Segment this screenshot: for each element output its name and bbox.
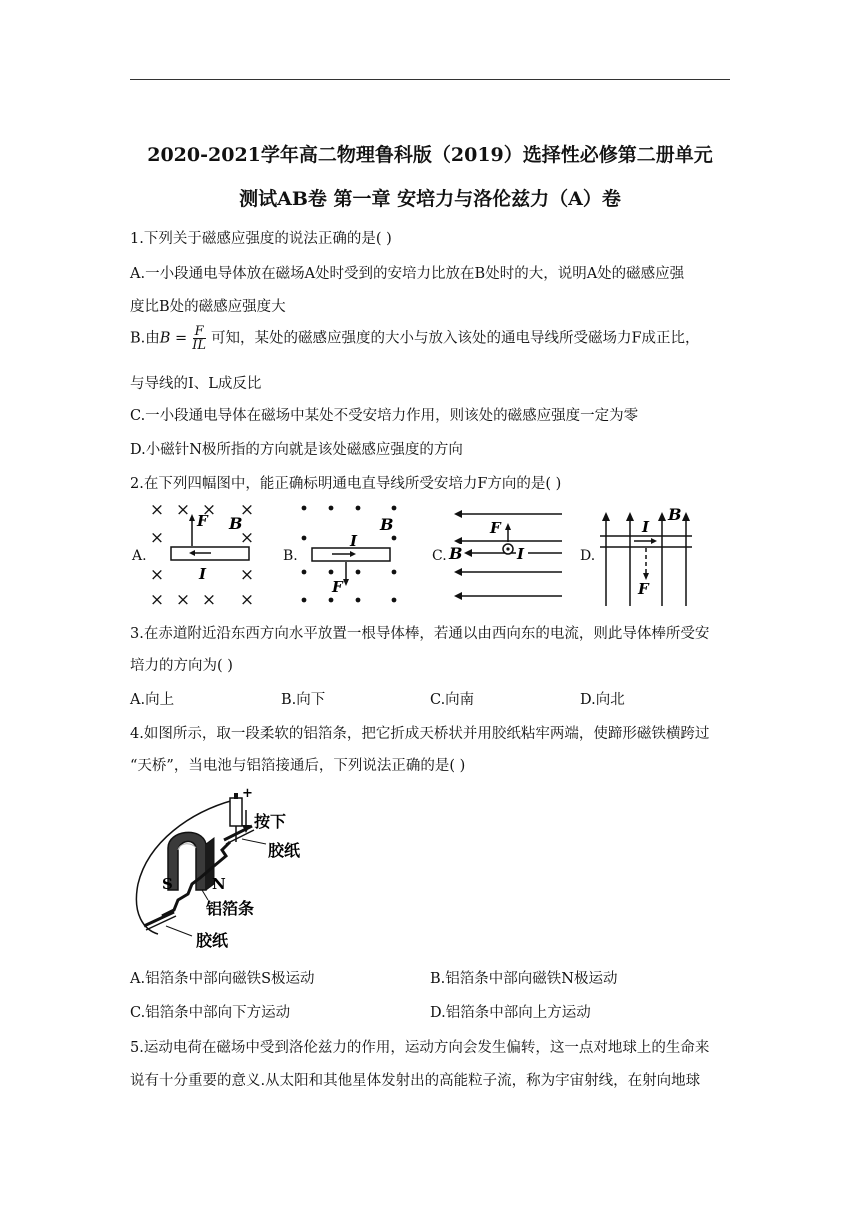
label-press: 按下 (254, 812, 287, 831)
q4-figure (130, 786, 320, 952)
q1-option-b-line-2: 与导线的I、L成反比 (130, 376, 262, 392)
fig-d-B: B (668, 505, 682, 524)
q2-label-a: A. (132, 548, 147, 564)
q2-figure-c (444, 500, 570, 608)
svg-text:×: × (239, 500, 255, 520)
q4-stem-line-1: 4.如图所示，取一段柔软的铝箔条，把它折成天桥状并用胶纸粘牢两端，使蹄形磁铁横跨过 (130, 726, 710, 742)
q3-option-b: B.向下 (281, 692, 326, 708)
fig-a-B: B (229, 514, 243, 533)
q3-stem-line-2: 培力的方向为( ) (130, 658, 233, 674)
q3-stem-line-1: 3.在赤道附近沿东西方向水平放置一根导体棒，若通以由西向东的电流，则此导体棒所受安 (130, 626, 710, 642)
q1-option-d: D.小磁针N极所指的方向就是该处磁感应强度的方向 (130, 442, 463, 458)
fig-a-F: F (197, 512, 208, 530)
fig-c-F: F (490, 519, 501, 537)
formula-numerator: F (194, 324, 204, 339)
q1-option-a-line-1: A.一小段通电导体放在磁场A处时受到的安培力比放在B处时的大，说明A处的磁感应强 (130, 266, 685, 282)
q1-option-b (130, 325, 700, 352)
fig-b-F: F (332, 578, 343, 596)
q2-figure-d (596, 500, 696, 608)
label-strip: 铝箔条 (206, 899, 255, 918)
q4-option-b: B.铝箔条中部向磁铁N极运动 (430, 971, 618, 987)
svg-text:×: × (149, 500, 165, 520)
q2-figure-a (147, 500, 263, 608)
fig-c-I: I (517, 545, 525, 563)
fig-c-B: B (449, 544, 463, 563)
fig-a-I: I (199, 565, 207, 583)
q2-figure-b (296, 500, 408, 608)
q2-label-c: C. (432, 548, 447, 564)
formula-lhs: B = (159, 330, 188, 347)
header-rule (130, 79, 730, 80)
svg-text:×: × (175, 500, 191, 520)
q4-option-c: C.铝箔条中部向下方运动 (130, 1005, 291, 1021)
svg-text:×: × (239, 590, 255, 608)
q4-option-a: A.铝箔条中部向磁铁S极运动 (130, 971, 315, 987)
label-tape-top: 胶纸 (268, 841, 301, 860)
svg-text:×: × (175, 590, 191, 608)
q1-option-b-prefix: B.由 (130, 330, 160, 347)
q1-option-a-line-2: 度比B处的磁感应强度大 (130, 299, 286, 315)
q1-stem: 1.下列关于磁感应强度的说法正确的是( ) (130, 231, 392, 247)
formula-denominator: IL (192, 338, 206, 353)
q3-option-a: A.向上 (130, 692, 175, 708)
q2-stem: 2.在下列四幅图中，能正确标明通电直导线所受安培力F方向的是( ) (130, 476, 562, 492)
q3-option-c: C.向南 (430, 692, 475, 708)
svg-text:×: × (201, 500, 217, 520)
fig-b-B: B (380, 515, 394, 534)
q4-stem-line-2: “天桥”，当电池与铝箔接通后，下列说法正确的是( ) (130, 758, 466, 774)
svg-text:×: × (239, 565, 255, 585)
q1-option-b-text: 可知，某处的磁感应强度的大小与放入该处的通电导线所受磁场力F成正比， (210, 330, 700, 347)
magnet-N: N (212, 875, 226, 893)
page-title-line-1: 2020-2021学年高二物理鲁科版（2019）选择性必修第二册单元 (147, 144, 713, 166)
svg-text:×: × (239, 528, 255, 548)
q5-line-2: 说有十分重要的意义.从太阳和其他星体发射出的高能粒子流，称为宇宙射线，在射向地球 (130, 1073, 701, 1089)
q2-label-b: B. (283, 548, 298, 564)
label-tape-bottom: 胶纸 (196, 931, 229, 950)
fig-d-I: I (642, 518, 650, 536)
q2-label-d: D. (580, 548, 596, 564)
q3-option-d: D.向北 (580, 692, 625, 708)
q5-line-1: 5.运动电荷在磁场中受到洛伦兹力的作用，运动方向会发生偏转，这一点对地球上的生命来 (130, 1040, 710, 1056)
q1-option-c: C.一小段通电导体在磁场中某处不受安培力作用，则该处的磁感应强度一定为零 (130, 408, 639, 424)
svg-text:×: × (149, 565, 165, 585)
svg-text:×: × (149, 528, 165, 548)
svg-text:×: × (149, 590, 165, 608)
svg-text:×: × (201, 590, 217, 608)
q4-option-d: D.铝箔条中部向上方运动 (430, 1005, 591, 1021)
fig-b-I: I (350, 532, 358, 550)
magnet-S: S (162, 875, 173, 893)
fig-d-F: F (638, 580, 649, 598)
formula-fraction (190, 325, 208, 352)
page-title-line-2: 测试AB卷 第一章 安培力与洛伦兹力（A）卷 (239, 188, 621, 210)
battery-plus: + (242, 786, 253, 801)
